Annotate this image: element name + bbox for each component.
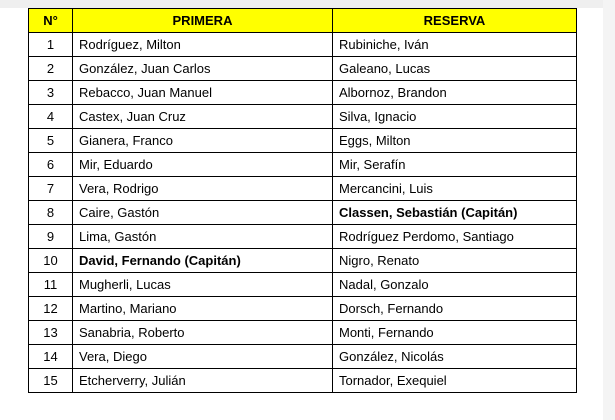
primera-player: Rebacco, Juan Manuel [73,81,333,105]
primera-player: Etcherverry, Julián [73,369,333,393]
reserva-player: Mercancini, Luis [333,177,577,201]
reserva-player: Monti, Fernando [333,321,577,345]
primera-player: González, Juan Carlos [73,57,333,81]
table-row [29,225,577,249]
reserva-player: Classen, Sebastián (Capitán) [333,201,577,225]
primera-player: Mir, Eduardo [73,153,333,177]
row-number: 12 [29,297,73,321]
primera-player: Vera, Rodrigo [73,177,333,201]
row-number: 11 [29,273,73,297]
row-number: 6 [29,153,73,177]
row-number: 3 [29,81,73,105]
header-reserva: RESERVA [333,9,577,33]
reserva-player: Albornoz, Brandon [333,81,577,105]
primera-player: Rodríguez, Milton [73,33,333,57]
reserva-player: Galeano, Lucas [333,57,577,81]
reserva-player: Eggs, Milton [333,129,577,153]
reserva-player: Dorsch, Fernando [333,297,577,321]
roster-table-body [29,33,577,393]
reserva-player: Rubiniche, Iván [333,33,577,57]
primera-player: Sanabria, Roberto [73,321,333,345]
primera-player: Martino, Mariano [73,297,333,321]
primera-player: Castex, Juan Cruz [73,105,333,129]
reserva-player: Nadal, Gonzalo [333,273,577,297]
reserva-player: Tornador, Exequiel [333,369,577,393]
header-primera: PRIMERA [73,9,333,33]
row-number: 10 [29,249,73,273]
reserva-player: Mir, Serafín [333,153,577,177]
table-row [29,81,577,105]
row-number: 8 [29,201,73,225]
table-row [29,249,577,273]
row-number: 13 [29,321,73,345]
roster-table-header [29,9,577,33]
row-number: 15 [29,369,73,393]
page-right-edge [603,0,615,420]
table-row [29,129,577,153]
row-number: 2 [29,57,73,81]
table-row [29,105,577,129]
primera-player: Vera, Diego [73,345,333,369]
table-row [29,153,577,177]
primera-player: Mugherli, Lucas [73,273,333,297]
table-row [29,201,577,225]
page-top-strip [0,0,615,8]
primera-player: Lima, Gastón [73,225,333,249]
row-number: 1 [29,33,73,57]
reserva-player: González, Nicolás [333,345,577,369]
table-row [29,57,577,81]
reserva-player: Silva, Ignacio [333,105,577,129]
table-row [29,177,577,201]
table-row [29,321,577,345]
primera-player: David, Fernando (Capitán) [73,249,333,273]
table-row [29,369,577,393]
row-number: 7 [29,177,73,201]
table-row [29,33,577,57]
reserva-player: Nigro, Renato [333,249,577,273]
table-row [29,273,577,297]
table-row [29,345,577,369]
row-number: 4 [29,105,73,129]
header-row [29,9,577,33]
roster-table [28,8,577,393]
reserva-player: Rodríguez Perdomo, Santiago [333,225,577,249]
table-row [29,297,577,321]
row-number: 9 [29,225,73,249]
primera-player: Gianera, Franco [73,129,333,153]
row-number: 5 [29,129,73,153]
header-number: N° [29,9,73,33]
primera-player: Caire, Gastón [73,201,333,225]
row-number: 14 [29,345,73,369]
